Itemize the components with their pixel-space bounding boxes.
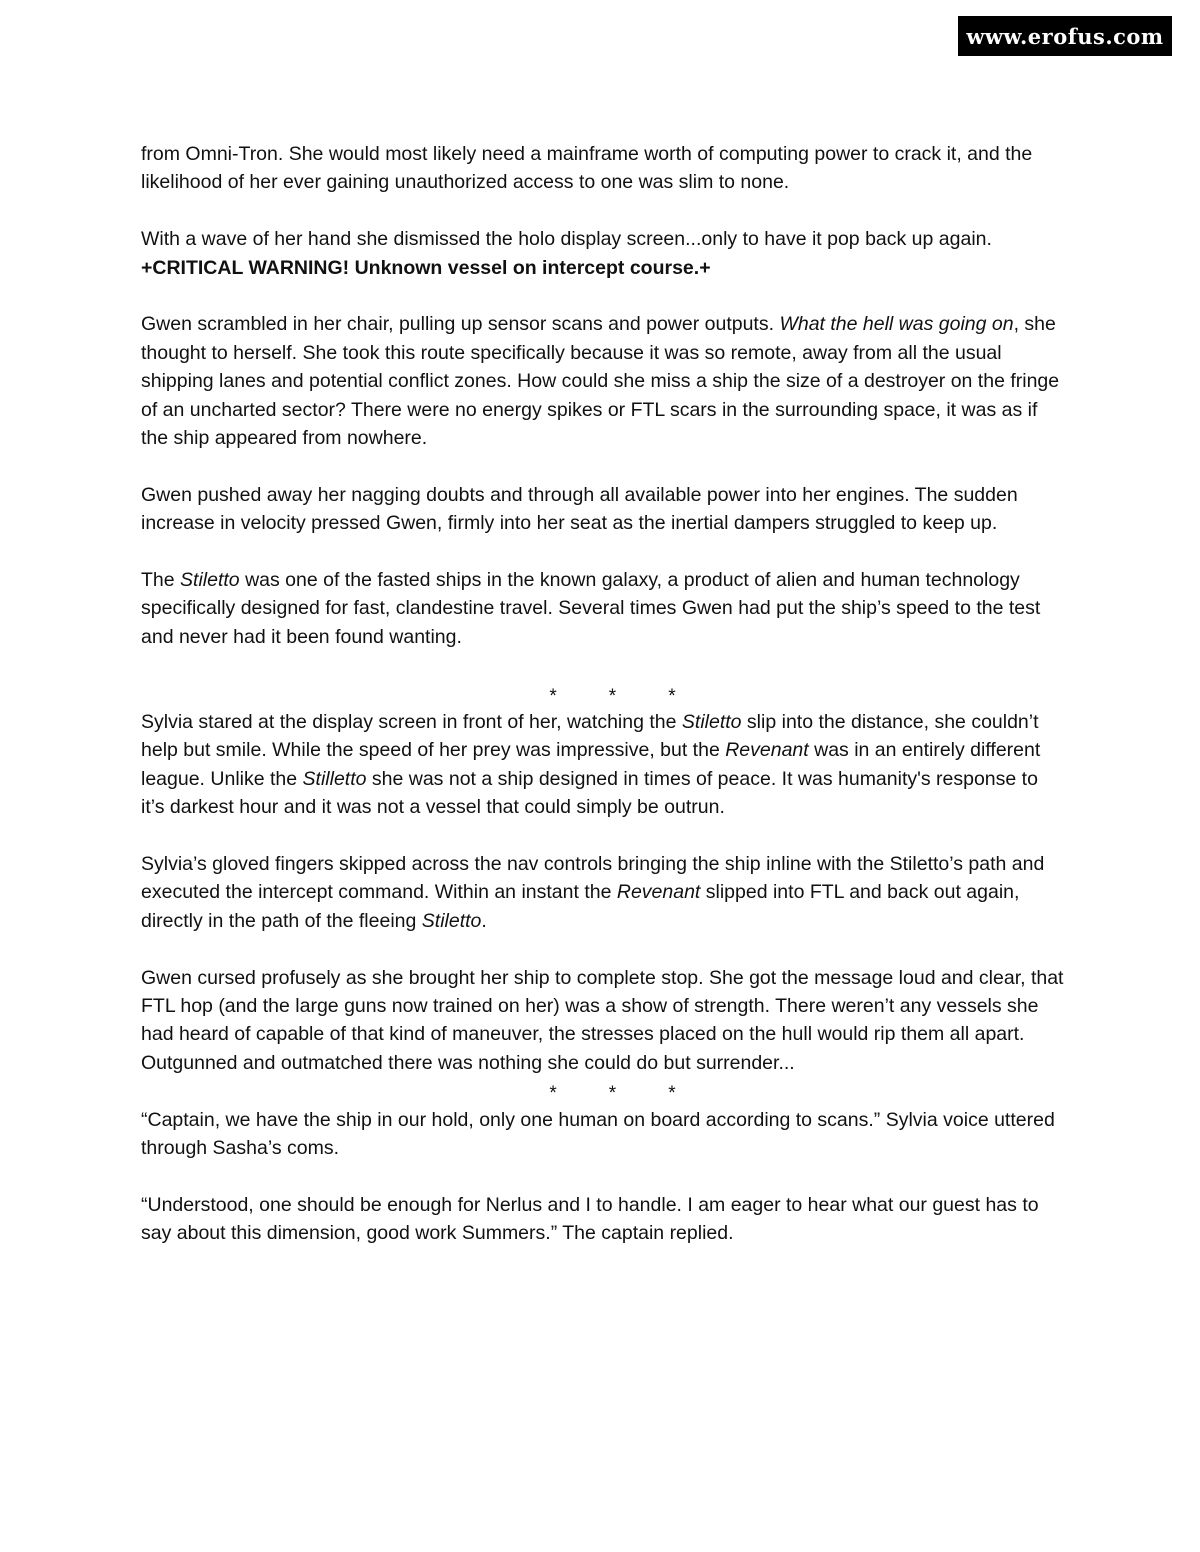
text-run: With a wave of her hand she dismissed the holo display screen...only to have it pop back up again. [141,228,992,251]
text-run: she was not a ship designed in times of peace. It was humanity's response to it’s darkest hour and it was not a vessel that could simply be outrun. [141,767,1038,819]
scene-break [141,1077,1066,1105]
text-run: Sylvia’s gloved fingers skipped across the nav controls bringing the ship inline with the Stiletto’s path and executed the intercept command. Within an instant the [141,853,1045,904]
paragraph [141,140,1066,197]
text-run: was one of the fasted ships in the known galaxy, a product of alien and human technology specifically designed for fast, clandestine travel. Several times Gwen had put the ship’s speed to the test and never had it been found wanting. [141,569,1041,648]
text-run: from Omni-Tron. She would most likely need a mainframe worth of computing power to crack it, and the likelihood of her ever gaining unauthorized access to one was slim to none. [141,143,1033,194]
italic-text-run: Revenant [725,739,809,762]
paragraph [141,310,1066,452]
document-page [141,140,1066,1276]
watermark-text: www.erofus.com [966,23,1164,49]
text-run: The [141,569,181,592]
scene-break [141,680,1066,708]
paragraph [141,1106,1066,1163]
text-run: was in an entirely different league. Unlike the [141,739,1041,790]
text-run: “Understood, one should be enough for Nerlus and I to handle. I am eager to hear what our guest has to say about this dimension, good work Summers.” The captain replied. [141,1193,1039,1245]
paragraph [141,964,1066,1078]
paragraph [141,708,1066,822]
paragraph [141,566,1066,651]
site-watermark [958,16,1172,56]
italic-text-run: What the hell was going on [779,313,1014,336]
paragraph [141,481,1066,538]
text-run: slip into the distance, she couldn’t help but smile. While the speed of her prey was impressive, but the [141,711,1039,762]
paragraph [141,225,1066,282]
scene-break-star: * [549,685,557,707]
text-run: , she thought to herself. She took this route specifically because it was so remote, away from all the usual shipping lanes and potential conflict zones. How could she miss a ship the size of a destroyer on the fringe of an uncharted sector? There were no energy spikes or FTL scars in the surrounding space, it was as if the ship appeared from nowhere. [141,313,1060,450]
text-run: Gwen cursed profusely as she brought her ship to complete stop. She got the message loud and clear, that FTL hop (and the large guns now trained on her) was a show of strength. There weren’t any vessels she had heard of capable of that kind of maneuver, the stresses placed on the hull would rip them all apart. Outgunned and outmatched there was nothing she could do but surrender... [141,966,1064,1074]
scene-break-star: * [608,1083,617,1105]
italic-text-run: Stiletto [681,711,742,734]
text-run: slipped into FTL and back out again, directly in the path of the fleeing [141,881,1020,932]
text-run: Gwen pushed away her nagging doubts and through all available power into her engines. The sudden increase in velocity pressed Gwen, firmly into her seat as the inertial dampers struggled to keep up. [141,483,1018,535]
text-run: Sylvia stared at the display screen in front of her, watching the [141,711,682,734]
bold-text-run: +CRITICAL WARNING! Unknown vessel on intercept course.+ [141,256,711,279]
scene-break-star: * [668,1083,676,1105]
scene-break-star: * [608,685,617,707]
italic-text-run: Stiletto [180,569,240,592]
scene-break-star: * [549,1083,557,1105]
text-run: “Captain, we have the ship in our hold, only one human on board according to scans.” Sylvia voice uttered through Sasha’s coms. [141,1108,1055,1160]
text-run: . [481,909,487,932]
italic-text-run: Revenant [616,881,701,904]
paragraph [141,1191,1066,1248]
italic-text-run: Stilletto [302,767,367,790]
text-run: Gwen scrambled in her chair, pulling up sensor scans and power outputs. [141,313,780,336]
italic-text-run: Stiletto [421,909,482,932]
paragraph [141,850,1066,935]
scene-break-star: * [668,685,676,707]
